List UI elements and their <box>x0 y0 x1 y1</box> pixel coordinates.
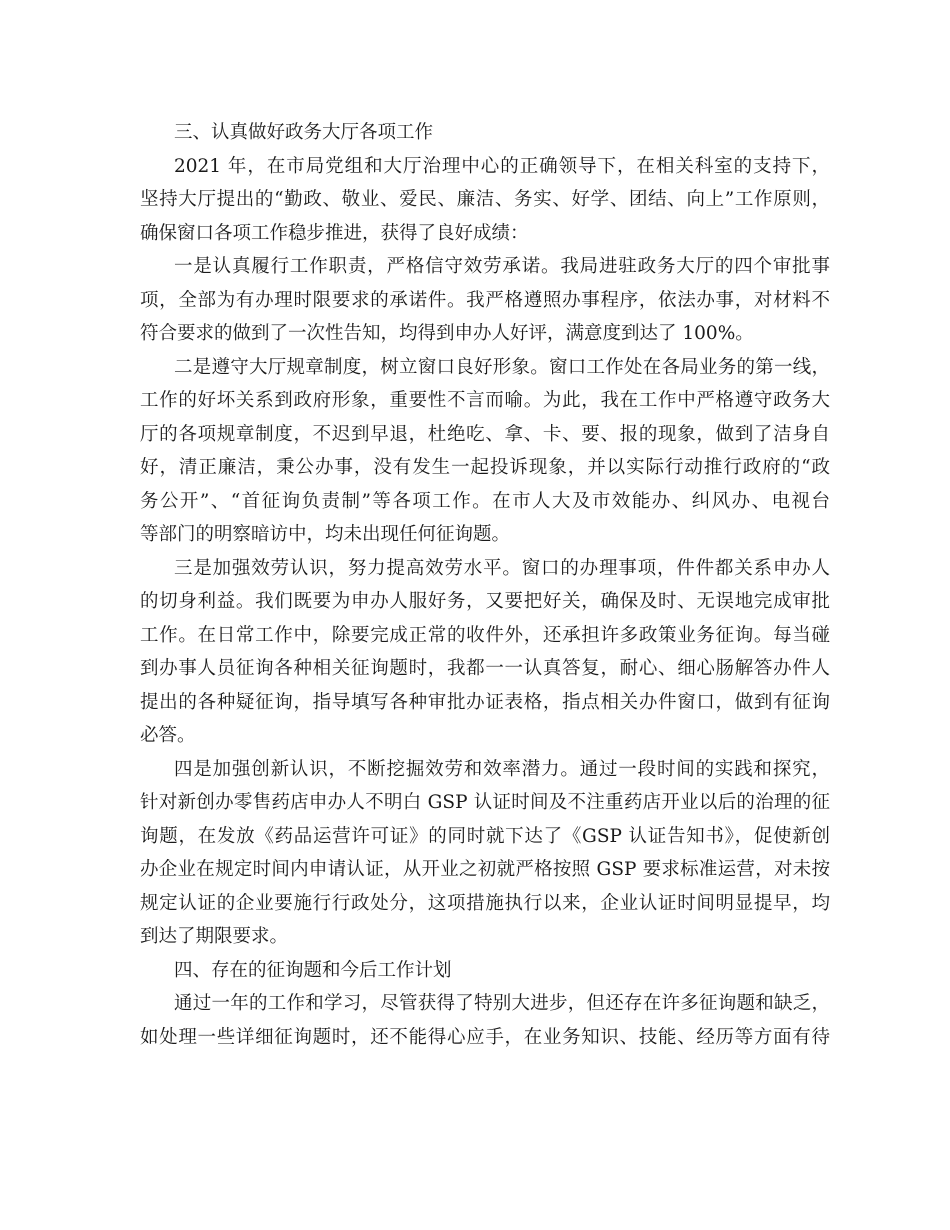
paragraph-line: 提出的各种疑征询，指导填写各种审批办证表格，指点相关办件窗口，做到有征询 <box>140 691 830 713</box>
paragraph-start-line: 四是加强创新认识，不断挖掘效劳和效率潜力。通过一段时间的实践和探究， <box>174 758 830 780</box>
paragraph-start-line: 三是加强效劳认识，努力提高效劳水平。窗口的办理事项，件件都关系申办人 <box>174 557 830 579</box>
paragraph-start-line: 四、存在的征询题和今后工作计划 <box>174 959 452 981</box>
paragraph-start-line: 通过一年的工作和学习，尽管获得了特别大进步，但还存在许多征询题和缺乏， <box>174 993 830 1014</box>
paragraph-line: 工作的好坏关系到政府形象，重要性不言而喻。为此，我在工作中严格遵守政务大 <box>140 390 830 411</box>
paragraph-line: 厅的各项规章制度，不迟到早退，杜绝吃、拿、卡、要、报的现象，做到了洁身自 <box>140 423 830 445</box>
paragraph-line: 必答。 <box>140 725 196 746</box>
paragraph-line: 确保窗口各项工作稳步推进，获得了良好成绩： <box>140 222 529 244</box>
paragraph-line: 符合要求的做到了一次性告知，均得到申办人好评，满意度到达了 100%。 <box>140 323 754 344</box>
paragraph-line: 针对新创办零售药店申办人不明白 GSP 认证时间及不注重药店开业以后的治理的征 <box>140 792 830 813</box>
document-body <box>140 116 830 1054</box>
paragraph-line: 询题，在发放《药品运营许可证》的同时就下达了《GSP 认证告知书》，促使新创 <box>140 825 830 847</box>
paragraph-line: 坚持大厅提出的“勤政、敬业、爱民、廉洁、务实、好学、团结、向上”工作原则， <box>140 189 830 210</box>
paragraph-line: 务公开”、“首征询负责制”等各项工作。在市人大及市效能办、纠风办、电视台 <box>140 490 830 512</box>
paragraph-line: 到办事人员征询各种相关征询题时，我都一一认真答复，耐心、细心肠解答办件人 <box>140 658 830 679</box>
paragraph-start-line: 三、认真做好政务大厅各项工作 <box>174 122 434 143</box>
paragraph-line: 工作。在日常工作中，除要完成正常的收件外，还承担许多政策业务征询。每当碰 <box>140 624 830 646</box>
paragraph-line: 如处理一些详细征询题时，还不能得心应手，在业务知识、技能、经历等方面有待 <box>140 1026 830 1048</box>
paragraph-line: 等部门的明察暗访中，均未出现任何征询题。 <box>140 524 511 545</box>
paragraph-line: 办企业在规定时间内申请认证，从开业之初就严格按照 GSP 要求标准运营，对未按 <box>140 859 830 880</box>
paragraph-start-line: 2021 年，在市局党组和大厅治理中心的正确领导下，在相关科室的支持下， <box>174 155 830 177</box>
paragraph-line: 的切身利益。我们既要为申办人服好务，又要把好关，确保及时、无误地完成审批 <box>140 591 830 612</box>
paragraph-start-line: 二是遵守大厅规章制度，树立窗口良好形象。窗口工作处在各局业务的第一线， <box>174 356 830 378</box>
paragraph-line: 规定认证的企业要施行行政处分，这项措施执行以来，企业认证时间明显提早，均 <box>140 892 830 914</box>
paragraph-start-line: 一是认真履行工作职责，严格信守效劳承诺。我局进驻政务大厅的四个审批事 <box>174 256 830 277</box>
paragraph-line: 项，全部为有办理时限要求的承诺件。我严格遵照办事程序，依法办事，对材料不 <box>140 289 830 311</box>
paragraph-line: 好，清正廉洁，秉公办事，没有发生一起投诉现象，并以实际行动推行政府的“政 <box>140 457 830 478</box>
paragraph-line: 到达了期限要求。 <box>140 926 289 947</box>
